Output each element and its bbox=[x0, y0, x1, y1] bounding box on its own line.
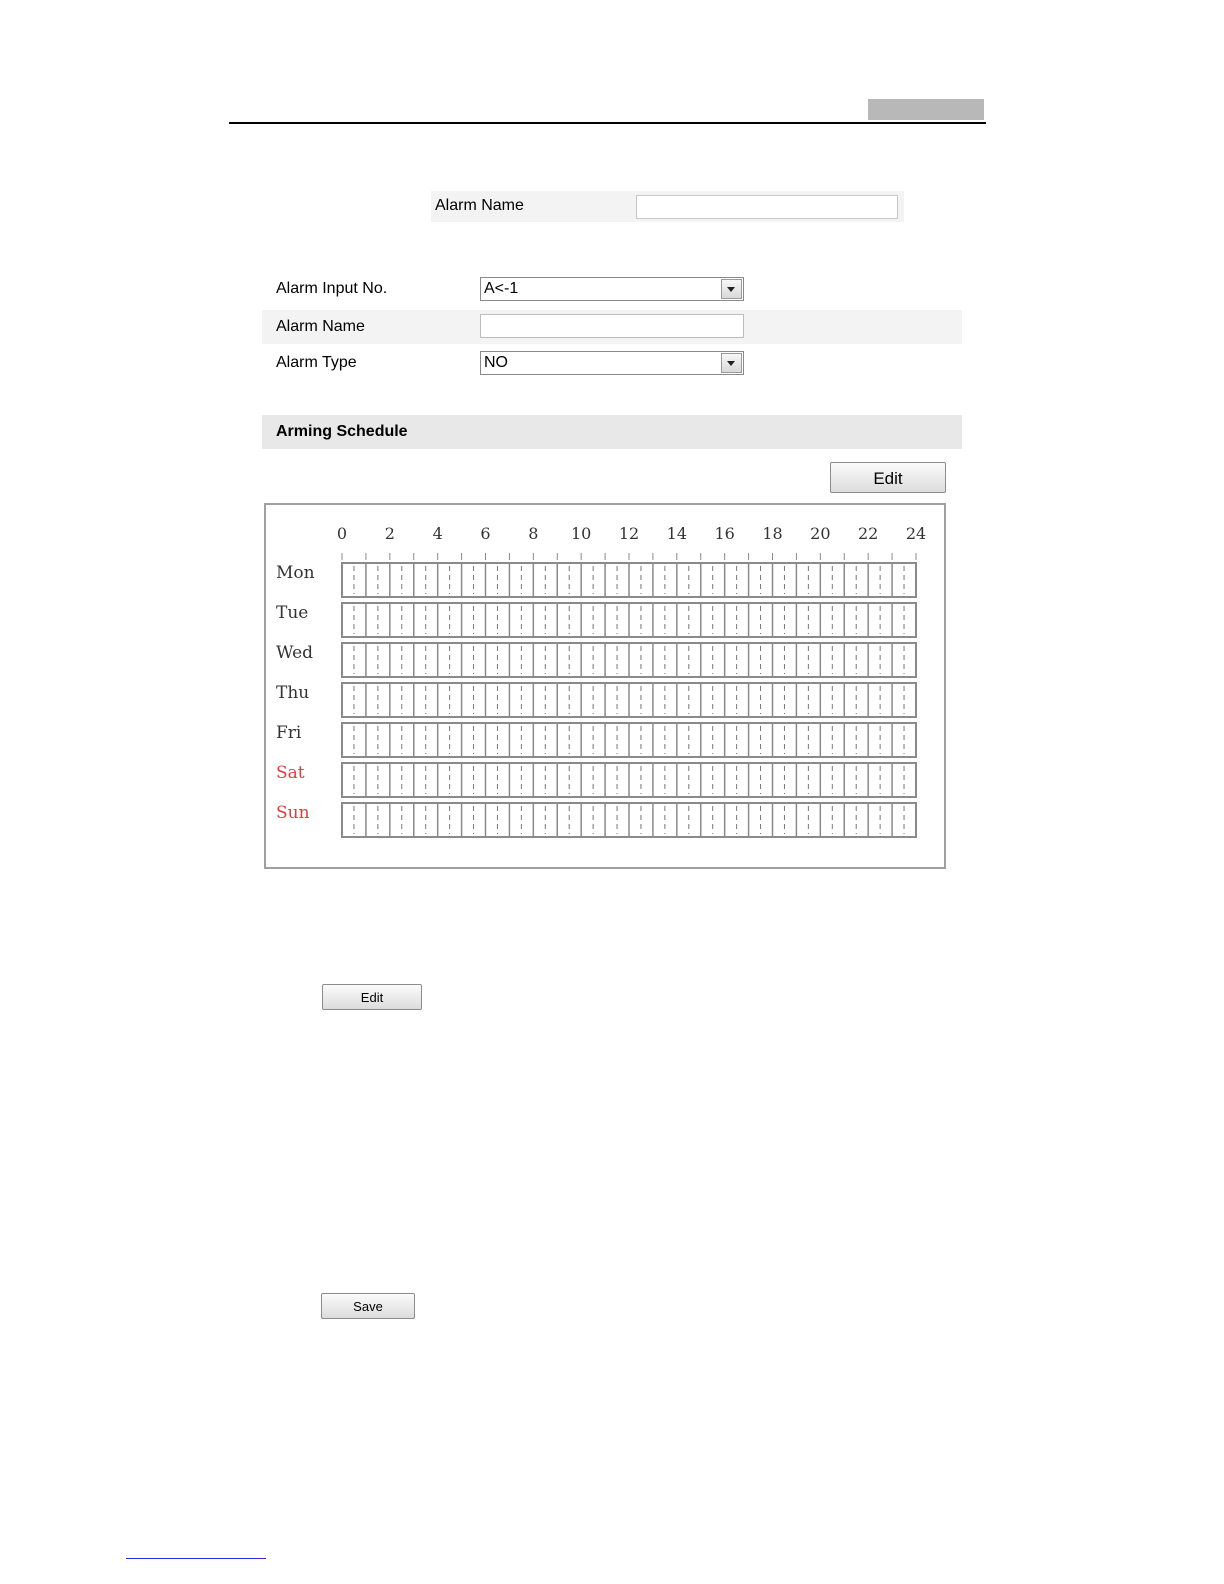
footer-link-underline bbox=[126, 1558, 266, 1559]
hour-label: 0 bbox=[336, 524, 348, 543]
edit-button[interactable]: Edit bbox=[322, 984, 422, 1010]
alarm-type-label: Alarm Type bbox=[276, 354, 357, 371]
header-rule bbox=[229, 122, 986, 124]
hour-label: 14 bbox=[666, 524, 688, 543]
hour-label: 2 bbox=[384, 524, 395, 543]
alarm-name-label: Alarm Name bbox=[276, 318, 365, 335]
hour-label: 22 bbox=[857, 524, 879, 543]
day-label-wed: Wed bbox=[276, 643, 314, 663]
alarm-input-no-label: Alarm Input No. bbox=[276, 280, 388, 297]
arming-schedule-title: Arming Schedule bbox=[276, 423, 408, 440]
schedule-edit-button[interactable]: Edit bbox=[830, 462, 946, 493]
hour-label: 4 bbox=[432, 524, 443, 543]
hour-label: 24 bbox=[905, 524, 927, 543]
hour-label: 10 bbox=[570, 524, 592, 543]
hour-label: 18 bbox=[762, 524, 783, 543]
alarm-input-no-select[interactable] bbox=[480, 277, 744, 301]
hour-label: 16 bbox=[714, 524, 735, 543]
chevron-down-icon[interactable] bbox=[721, 279, 742, 299]
alarm-type-select[interactable] bbox=[480, 351, 744, 375]
hour-label: 8 bbox=[528, 524, 539, 543]
hour-label: 6 bbox=[480, 524, 491, 543]
day-label-sat: Sat bbox=[276, 763, 305, 783]
day-label-sun: Sun bbox=[276, 803, 310, 823]
alarm-input-no-value: A<-1 bbox=[484, 280, 519, 297]
solo-alarm-name-label: Alarm Name bbox=[435, 197, 524, 214]
day-label-thu: Thu bbox=[276, 683, 310, 703]
chevron-down-icon[interactable] bbox=[721, 353, 742, 373]
alarm-type-value: NO bbox=[484, 354, 508, 371]
day-label-mon: Mon bbox=[276, 563, 315, 583]
hour-label: 20 bbox=[810, 524, 831, 543]
alarm-name-input[interactable] bbox=[480, 314, 744, 338]
save-button[interactable]: Save bbox=[321, 1293, 415, 1319]
header-badge bbox=[868, 99, 984, 120]
day-label-fri: Fri bbox=[276, 723, 302, 743]
solo-alarm-name-input[interactable] bbox=[636, 195, 898, 219]
schedule-grid[interactable] bbox=[264, 503, 946, 869]
hour-label: 12 bbox=[618, 524, 640, 543]
day-label-tue: Tue bbox=[276, 603, 309, 623]
